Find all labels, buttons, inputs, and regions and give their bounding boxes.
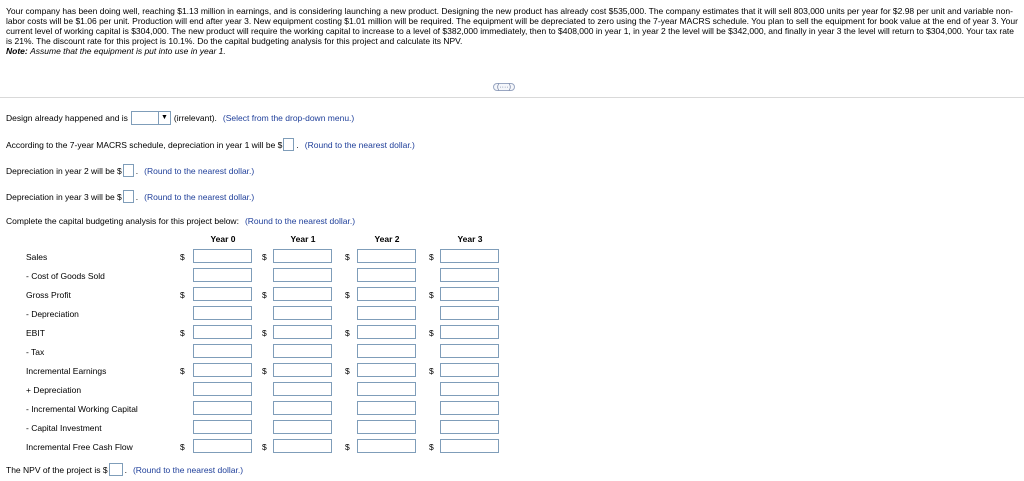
table-cell-input[interactable]: [193, 249, 252, 263]
table-cell-input[interactable]: [273, 287, 332, 301]
dollar-sign: $: [345, 328, 350, 338]
table-cell-input[interactable]: [273, 420, 332, 434]
dep1-label: According to the 7-year MACRS schedule, depreciation in year 1 will be $: [6, 139, 283, 150]
dep3-hint: (Round to the nearest dollar.): [144, 191, 255, 202]
dollar-sign: $: [429, 252, 434, 262]
table-cell-input[interactable]: [440, 268, 499, 282]
note-text: Assume that the equipment is put into use in year 1.: [30, 46, 226, 56]
table-cell-input[interactable]: [273, 306, 332, 320]
dep1-input[interactable]: [283, 138, 294, 151]
table-cell-input[interactable]: [193, 401, 252, 415]
npv-input[interactable]: [109, 463, 123, 476]
table-cell-input[interactable]: [440, 363, 499, 377]
table-cell-input[interactable]: [193, 287, 252, 301]
question-dep3: Depreciation in year 3 will be $ . (Round to the nearest dollar.): [6, 191, 255, 202]
dollar-sign: $: [180, 442, 185, 452]
row-label: - Depreciation: [26, 309, 79, 319]
dollar-sign: $: [180, 290, 185, 300]
dep2-hint: (Round to the nearest dollar.): [144, 165, 255, 176]
dollar-sign: $: [180, 328, 185, 338]
table-cell-input[interactable]: [440, 420, 499, 434]
table-cell-input[interactable]: [357, 420, 416, 434]
design-hint: (Select from the drop-down menu.): [222, 113, 355, 123]
dollar-sign: $: [262, 252, 267, 262]
table-cell-input[interactable]: [193, 306, 252, 320]
header-year-3: Year 3: [457, 234, 483, 244]
table-cell-input[interactable]: [357, 363, 416, 377]
row-label: - Tax: [26, 347, 45, 357]
table-cell-input[interactable]: [193, 363, 252, 377]
table-cell-input[interactable]: [440, 249, 499, 263]
row-label: - Cost of Goods Sold: [26, 271, 105, 281]
dollar-sign: $: [262, 328, 267, 338]
dep2-label: Depreciation in year 2 will be $: [6, 165, 122, 176]
header-year-1: Year 1: [290, 234, 316, 244]
problem-note: [6, 46, 1020, 56]
analysis-label: Complete the capital budgeting analysis for this project below:: [6, 216, 239, 226]
header-year-2: Year 2: [374, 234, 400, 244]
question-dep1: According to the 7-year MACRS schedule, depreciation in year 1 will be $ . (Round to the nearest dollar.): [6, 139, 415, 150]
row-label: Gross Profit: [26, 290, 71, 300]
row-label: + Depreciation: [26, 385, 82, 395]
note-label: Note:: [6, 46, 28, 56]
table-cell-input[interactable]: [273, 344, 332, 358]
row-label: - Incremental Working Capital: [26, 404, 138, 414]
table-cell-input[interactable]: [440, 306, 499, 320]
table-cell-input[interactable]: [273, 382, 332, 396]
row-label: Incremental Earnings: [26, 366, 107, 376]
question-analysis: [6, 216, 355, 226]
npv-hint: (Round to the nearest dollar.): [132, 464, 244, 475]
dep2-input[interactable]: [123, 164, 134, 177]
table-cell-input[interactable]: [273, 363, 332, 377]
table-cell-input[interactable]: [357, 401, 416, 415]
dollar-sign: $: [429, 328, 434, 338]
table-cell-input[interactable]: [440, 325, 499, 339]
problem-text: Your company has been doing well, reaching $1.13 million in earnings, and is considering launching a new product. Designing the new product has already cost $535,000. The company estimates that it will sell 803,000 units per year for $2.98 per unit and variable non-labor costs will be $1.06 per unit. Production will end after year 3. New equipment costing $1.01 million will be required. The equipment will be depreciated to zero using the 7-year MACRS schedule. You plan to sell the equipment for book value at the end of year 3. Your current level of working capital is $304,000. The new product will require the working capital to increase to a level of $382,000 immediately, then to $408,000 in year 1, in year 2 the level will be $342,000, and finally in year 3 the level will return to $304,000. Your tax rate is 21%. The discount rate for this project is 10.1%. Do the capital budgeting analysis for this project and calculate its NPV.: [6, 6, 1018, 46]
table-cell-input[interactable]: [273, 439, 332, 453]
table-cell-input[interactable]: [357, 439, 416, 453]
row-label: - Capital Investment: [26, 423, 102, 433]
dollar-sign: $: [345, 442, 350, 452]
table-cell-input[interactable]: [357, 382, 416, 396]
question-dep2: Depreciation in year 2 will be $ . (Round to the nearest dollar.): [6, 165, 255, 176]
dollar-sign: $: [429, 290, 434, 300]
row-label: EBIT: [26, 328, 45, 338]
table-cell-input[interactable]: [357, 344, 416, 358]
dollar-sign: $: [180, 252, 185, 262]
table-cell-input[interactable]: [357, 249, 416, 263]
table-cell-input[interactable]: [193, 382, 252, 396]
dollar-sign: $: [345, 252, 350, 262]
table-cell-input[interactable]: [440, 382, 499, 396]
table-cell-input[interactable]: [357, 268, 416, 282]
problem-statement: [6, 6, 1020, 56]
dep3-input[interactable]: [123, 190, 134, 203]
divider: [0, 97, 1024, 98]
dollar-sign: $: [345, 366, 350, 376]
expand-more-button[interactable]: (····): [493, 83, 515, 91]
row-label: Incremental Free Cash Flow: [26, 442, 133, 452]
table-cell-input[interactable]: [193, 344, 252, 358]
design-after: (irrelevant).: [173, 113, 217, 123]
analysis-hint: (Round to the nearest dollar.): [244, 216, 356, 226]
table-cell-input[interactable]: [193, 420, 252, 434]
dollar-sign: $: [262, 442, 267, 452]
dollar-sign: $: [429, 442, 434, 452]
question-design: [6, 111, 354, 125]
table-cell-input[interactable]: [193, 268, 252, 282]
dropdown-arrow-icon[interactable]: ▼: [158, 112, 170, 124]
header-year-0: Year 0: [210, 234, 236, 244]
table-cell-input[interactable]: [357, 287, 416, 301]
dollar-sign: $: [262, 290, 267, 300]
table-cell-input[interactable]: [440, 344, 499, 358]
dollar-sign: $: [262, 366, 267, 376]
table-cell-input[interactable]: [357, 306, 416, 320]
design-label: Design already happened and is: [6, 113, 128, 123]
table-cell-input[interactable]: [193, 439, 252, 453]
question-npv: The NPV of the project is $ . (Round to the nearest dollar.): [6, 464, 244, 475]
relevance-dropdown[interactable]: [131, 111, 171, 125]
dep3-label: Depreciation in year 3 will be $: [6, 191, 122, 202]
dollar-sign: $: [429, 366, 434, 376]
table-cell-input[interactable]: [440, 439, 499, 453]
table-cell-input[interactable]: [273, 268, 332, 282]
table-cell-input[interactable]: [273, 249, 332, 263]
dollar-sign: $: [180, 366, 185, 376]
table-cell-input[interactable]: [440, 287, 499, 301]
npv-label: The NPV of the project is $: [6, 464, 108, 475]
table-cell-input[interactable]: [440, 401, 499, 415]
table-cell-input[interactable]: [193, 325, 252, 339]
row-label: Sales: [26, 252, 48, 262]
dollar-sign: $: [345, 290, 350, 300]
table-cell-input[interactable]: [273, 325, 332, 339]
table-cell-input[interactable]: [273, 401, 332, 415]
dep1-hint: (Round to the nearest dollar.): [304, 139, 415, 150]
table-cell-input[interactable]: [357, 325, 416, 339]
